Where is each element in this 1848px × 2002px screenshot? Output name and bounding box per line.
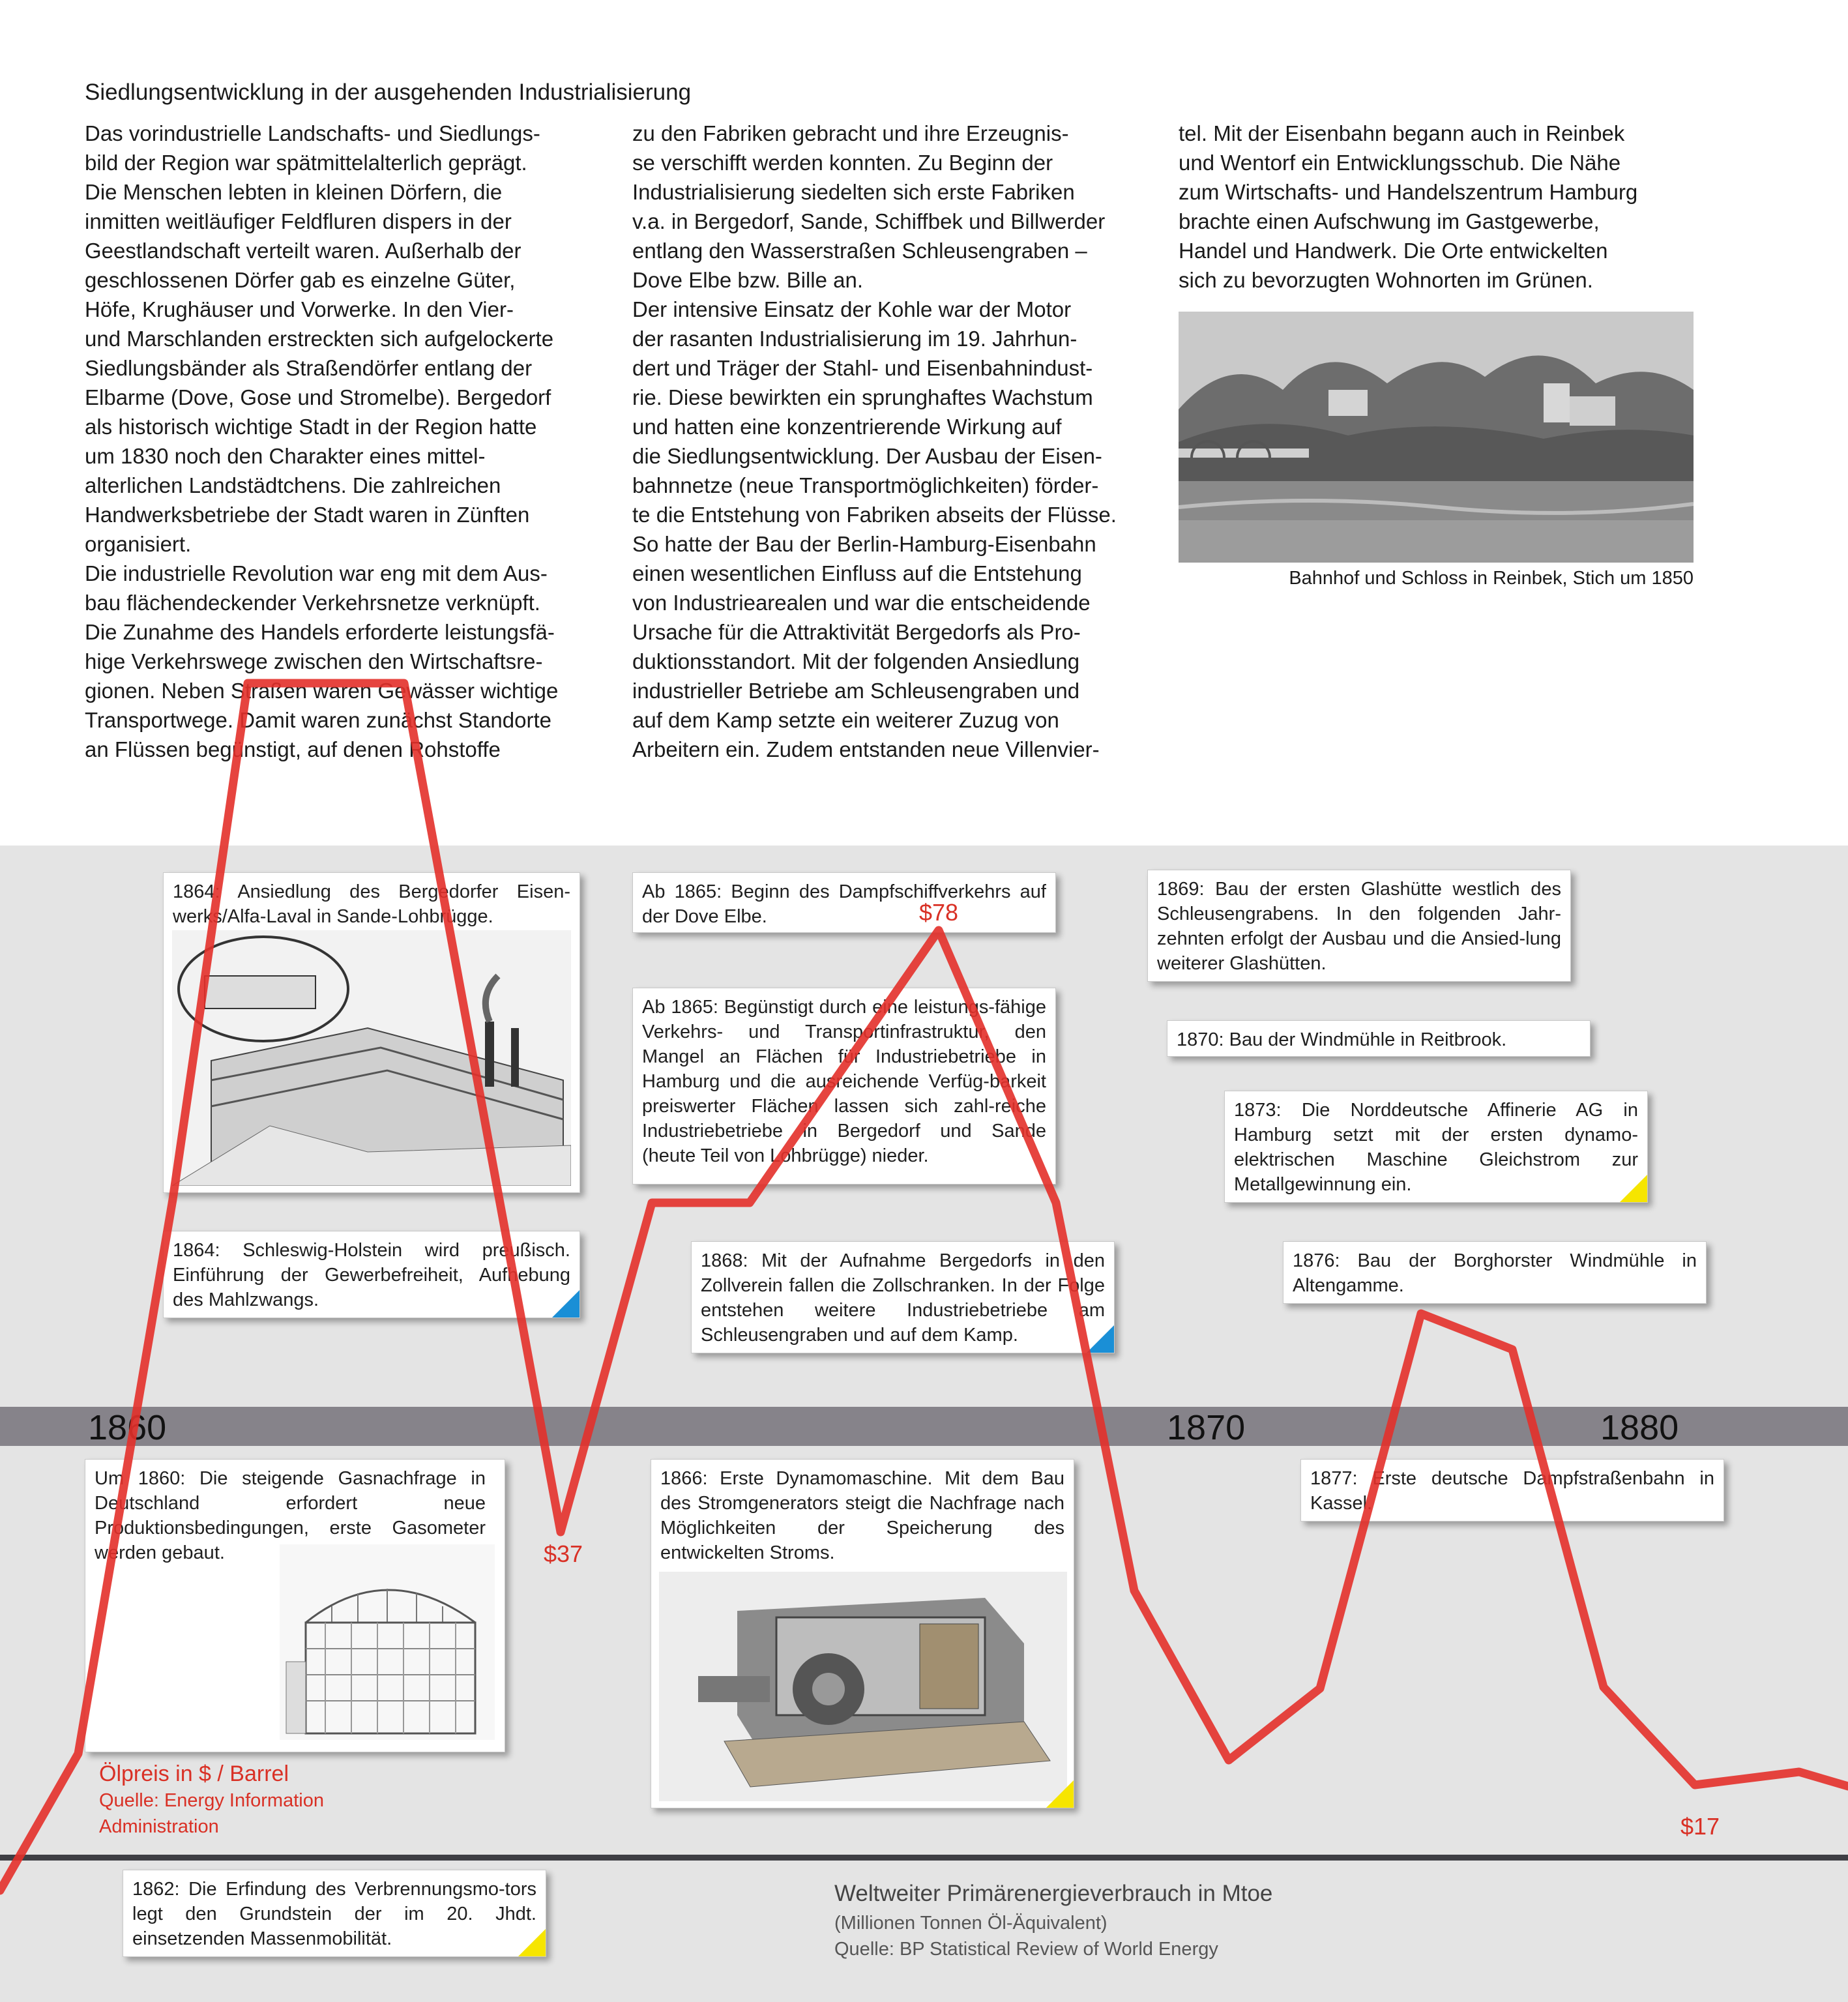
event-card-1873-affinerie: 1873: Die Norddeutsche Affinerie AG in Hamburg setzt mit der ersten dynamo-elektrischen Maschine Gleichstrom zur Metallgewinnung ein. [1224,1091,1648,1203]
event-card-1869-glashuette: 1869: Bau der ersten Glashütte westlich des Schleusengrabens. In den folgenden Jahr-zehnten erfolgt der Ausbau und die Ansied-lung weiterer Glashütten. [1147,870,1571,982]
text-line: Der intensive Einsatz der Kohle war der Motor [632,297,1072,321]
energy-legend-source: Quelle: BP Statistical Review of World Energy [834,1939,1218,1960]
text-line: von Industriearealen und war die entscheidende [632,591,1091,615]
text-line: rie. Diese bewirkten ein sprunghaftes Wachstum [632,385,1093,409]
text-line: alterlichen Landstädtchens. Die zahlreichen [85,473,501,497]
year-label-1860: 1860 [88,1408,167,1447]
year-label-1870: 1870 [1167,1408,1246,1447]
text-line: als historisch wichtige Stadt in der Region hatte [85,415,537,439]
text-line: Die Menschen lebten in kleinen Dörfern, die [85,180,503,204]
text-line: duktionsstandort. Mit der folgenden Ansiedlung [632,649,1080,673]
text-line: gionen. Neben Straßen waren Gewässer wichtige [85,679,559,703]
text-line: der rasanten Industrialisierung im 19. Jahrhun- [632,327,1078,351]
text-line: Dove Elbe bzw. Bille an. [632,268,864,292]
oil-price-legend [99,1760,373,1840]
oil-price-label-78: $78 [919,899,959,926]
text-line: Siedlungsbänder als Straßendörfer entlang der [85,356,533,380]
oil-price-label-17: $17 [1680,1813,1720,1840]
text-line: Transportwege. Damit waren zunächst Standorte [85,708,551,732]
oil-legend-title: Ölpreis in $ / Barrel [99,1761,289,1786]
event-card-1865-dampfschiff: Ab 1865: Beginn des Dampfschiffverkehrs auf der Dove Elbe. [632,872,1056,933]
text-line: Das vorindustrielle Landschafts- und Siedlungs- [85,121,540,145]
oil-legend-source: Quelle: Energy Information Administration [99,1790,324,1837]
reinbek-image-caption: Bahnhof und Schloss in Reinbek, Stich um 1850 [1289,568,1694,589]
event-card-1864-schleswig-holstein: 1864: Schleswig-Holstein wird preußisch. Einführung der Gewerbefreiheit, Aufhebung des Mahlzwangs. [163,1231,580,1318]
energy-legend-subtitle: (Millionen Tonnen Öl-Äquivalent) [834,1913,1107,1934]
text-line: bild der Region war spätmittelalterlich geprägt. [85,151,527,175]
text-line: zu den Fabriken gebracht und ihre Erzeugnis- [632,121,1069,145]
event-card-1870-windmuehle: 1870: Bau der Windmühle in Reitbrook. [1167,1020,1591,1057]
text-line: te die Entstehung von Fabriken abseits der Flüsse. [632,503,1117,527]
oil-price-line [0,683,1848,1891]
text-line: bau flächendeckender Verkehrsnetze verknüpft. [85,591,540,615]
event-card-1876-borghorst: 1876: Bau der Borghorster Windmühle in Altengamme. [1283,1241,1707,1304]
text-line: dert und Träger der Stahl- und Eisenbahnindust- [632,356,1093,380]
text-line: Geestlandschaft verteilt waren. Außerhalb der [85,239,521,263]
event-card-1860-gasometer: Um 1860: Die steigende Gasnachfrage in Deutschland erfordert neue Produktionsbedingungen, erste Gasometer werden gebaut. [85,1459,505,1752]
text-line: die Siedlungsentwicklung. Der Ausbau der Eisen- [632,444,1102,468]
text-line: und Wentorf ein Entwicklungsschub. Die Nähe [1179,151,1621,175]
text-line: industrieller Betriebe am Schleusengraben und [632,679,1080,703]
year-label-1880: 1880 [1600,1408,1679,1447]
text-line: tel. Mit der Eisenbahn begann auch in Reinbek [1179,121,1625,145]
text-line: einen wesentlichen Einfluss auf die Entstehung [632,561,1082,585]
page-heading: Siedlungsentwicklung in der ausgehenden Industrialisierung [85,80,692,105]
text-line: hige Verkehrswege zwischen den Wirtschaftsre- [85,649,543,673]
text-line: um 1830 noch den Charakter eines mittel- [85,444,486,468]
text-line: auf dem Kamp setzte ein weiterer Zuzug von [632,708,1059,732]
text-line: So hatte der Bau der Berlin-Hamburg-Eisenbahn [632,532,1096,556]
text-line: brachte einen Aufschwung im Gastgewerbe, [1179,209,1600,233]
energy-legend [834,1877,1272,1962]
text-line: v.a. in Bergedorf, Sande, Schiffbek und Billwerder [632,209,1106,233]
oil-price-label-37: $37 [544,1540,583,1567]
text-line: Handwerksbetriebe der Stadt waren in Zünften [85,503,530,527]
event-card-1865-industrie: Ab 1865: Begünstigt durch eine leistungs-fähige Verkehrs- und Transportinfrastruktur, den Mangel an Flächen für Industriebetriebe in Hamburg und die ausreichende Verfüg-barkeit preiswerter Flächen lassen sich zahl-reiche Industriebetriebe in Bergedorf und Sande (heute Teil von Lohbrügge) nieder. [632,988,1056,1185]
text-line: organisiert. [85,532,192,556]
text-line: an Flüssen begünstigt, auf denen Rohstoffe [85,737,501,761]
text-line: Handel und Handwerk. Die Orte entwickelten [1179,239,1608,263]
text-line: Industrialisierung siedelten sich erste Fabriken [632,180,1075,204]
text-line: sich zu bevorzugten Wohnorten im Grünen. [1179,268,1593,292]
text-line: und Marschlanden erstreckten sich aufgelockerte [85,327,554,351]
text-line: inmitten weitläufiger Feldfluren dispers in der [85,209,512,233]
text-line: zum Wirtschafts- und Handelszentrum Hamburg [1179,180,1638,204]
text-line: se verschifft werden konnten. Zu Beginn der [632,151,1053,175]
text-line: bahnnetze (neue Transportmöglichkeiten) förder- [632,473,1099,497]
text-line: Elbarme (Dove, Gose und Stromelbe). Bergedorf [85,385,551,409]
text-line: und hatten eine konzentrierende Wirkung auf [632,415,1062,439]
event-card-1866-dynamo: 1866: Erste Dynamomaschine. Mit dem Bau des Stromgenerators steigt die Nachfrage nach Möglichkeiten der Speicherung des entwickelten Stroms. [651,1459,1074,1808]
text-line: geschlossenen Dörfer gab es einzelne Güter, [85,268,516,292]
event-card-1877-dampfstrassenbahn: 1877: Erste deutsche Dampfstraßenbahn in Kassel. [1300,1459,1724,1522]
text-line: Höfe, Krughäuser und Vorwerke. In den Vier- [85,297,514,321]
text-line: Arbeitern ein. Zudem entstanden neue Villenvier- [632,737,1100,761]
event-card-1864-eisenwerk: 1864: Ansiedlung des Bergedorfer Eisen-werks/Alfa-Laval in Sande-Lohbrügge. [163,872,580,1193]
text-line: Die Zunahme des Handels erforderte leistungsfä- [85,620,555,644]
text-line: Die industrielle Revolution war eng mit dem Aus- [85,561,548,585]
event-card-1868-zollverein: 1868: Mit der Aufnahme Bergedorfs in den Zollverein fallen die Zollschranken. In der Folge entstehen weitere Industriebetriebe am Schleusengraben und auf dem Kamp. [691,1241,1115,1353]
energy-legend-title: Weltweiter Primärenergieverbrauch in Mtoe [834,1881,1273,1906]
event-card-1862-verbrennungsmotor: 1862: Die Erfindung des Verbrennungsmo-tors legt den Grundstein der im 20. Jhdt. einsetzenden Massenmobilität. [123,1870,546,1957]
text-line: Ursache für die Attraktivität Bergedorfs als Pro- [632,620,1081,644]
text-line: entlang den Wasserstraßen Schleusengraben – [632,239,1087,263]
